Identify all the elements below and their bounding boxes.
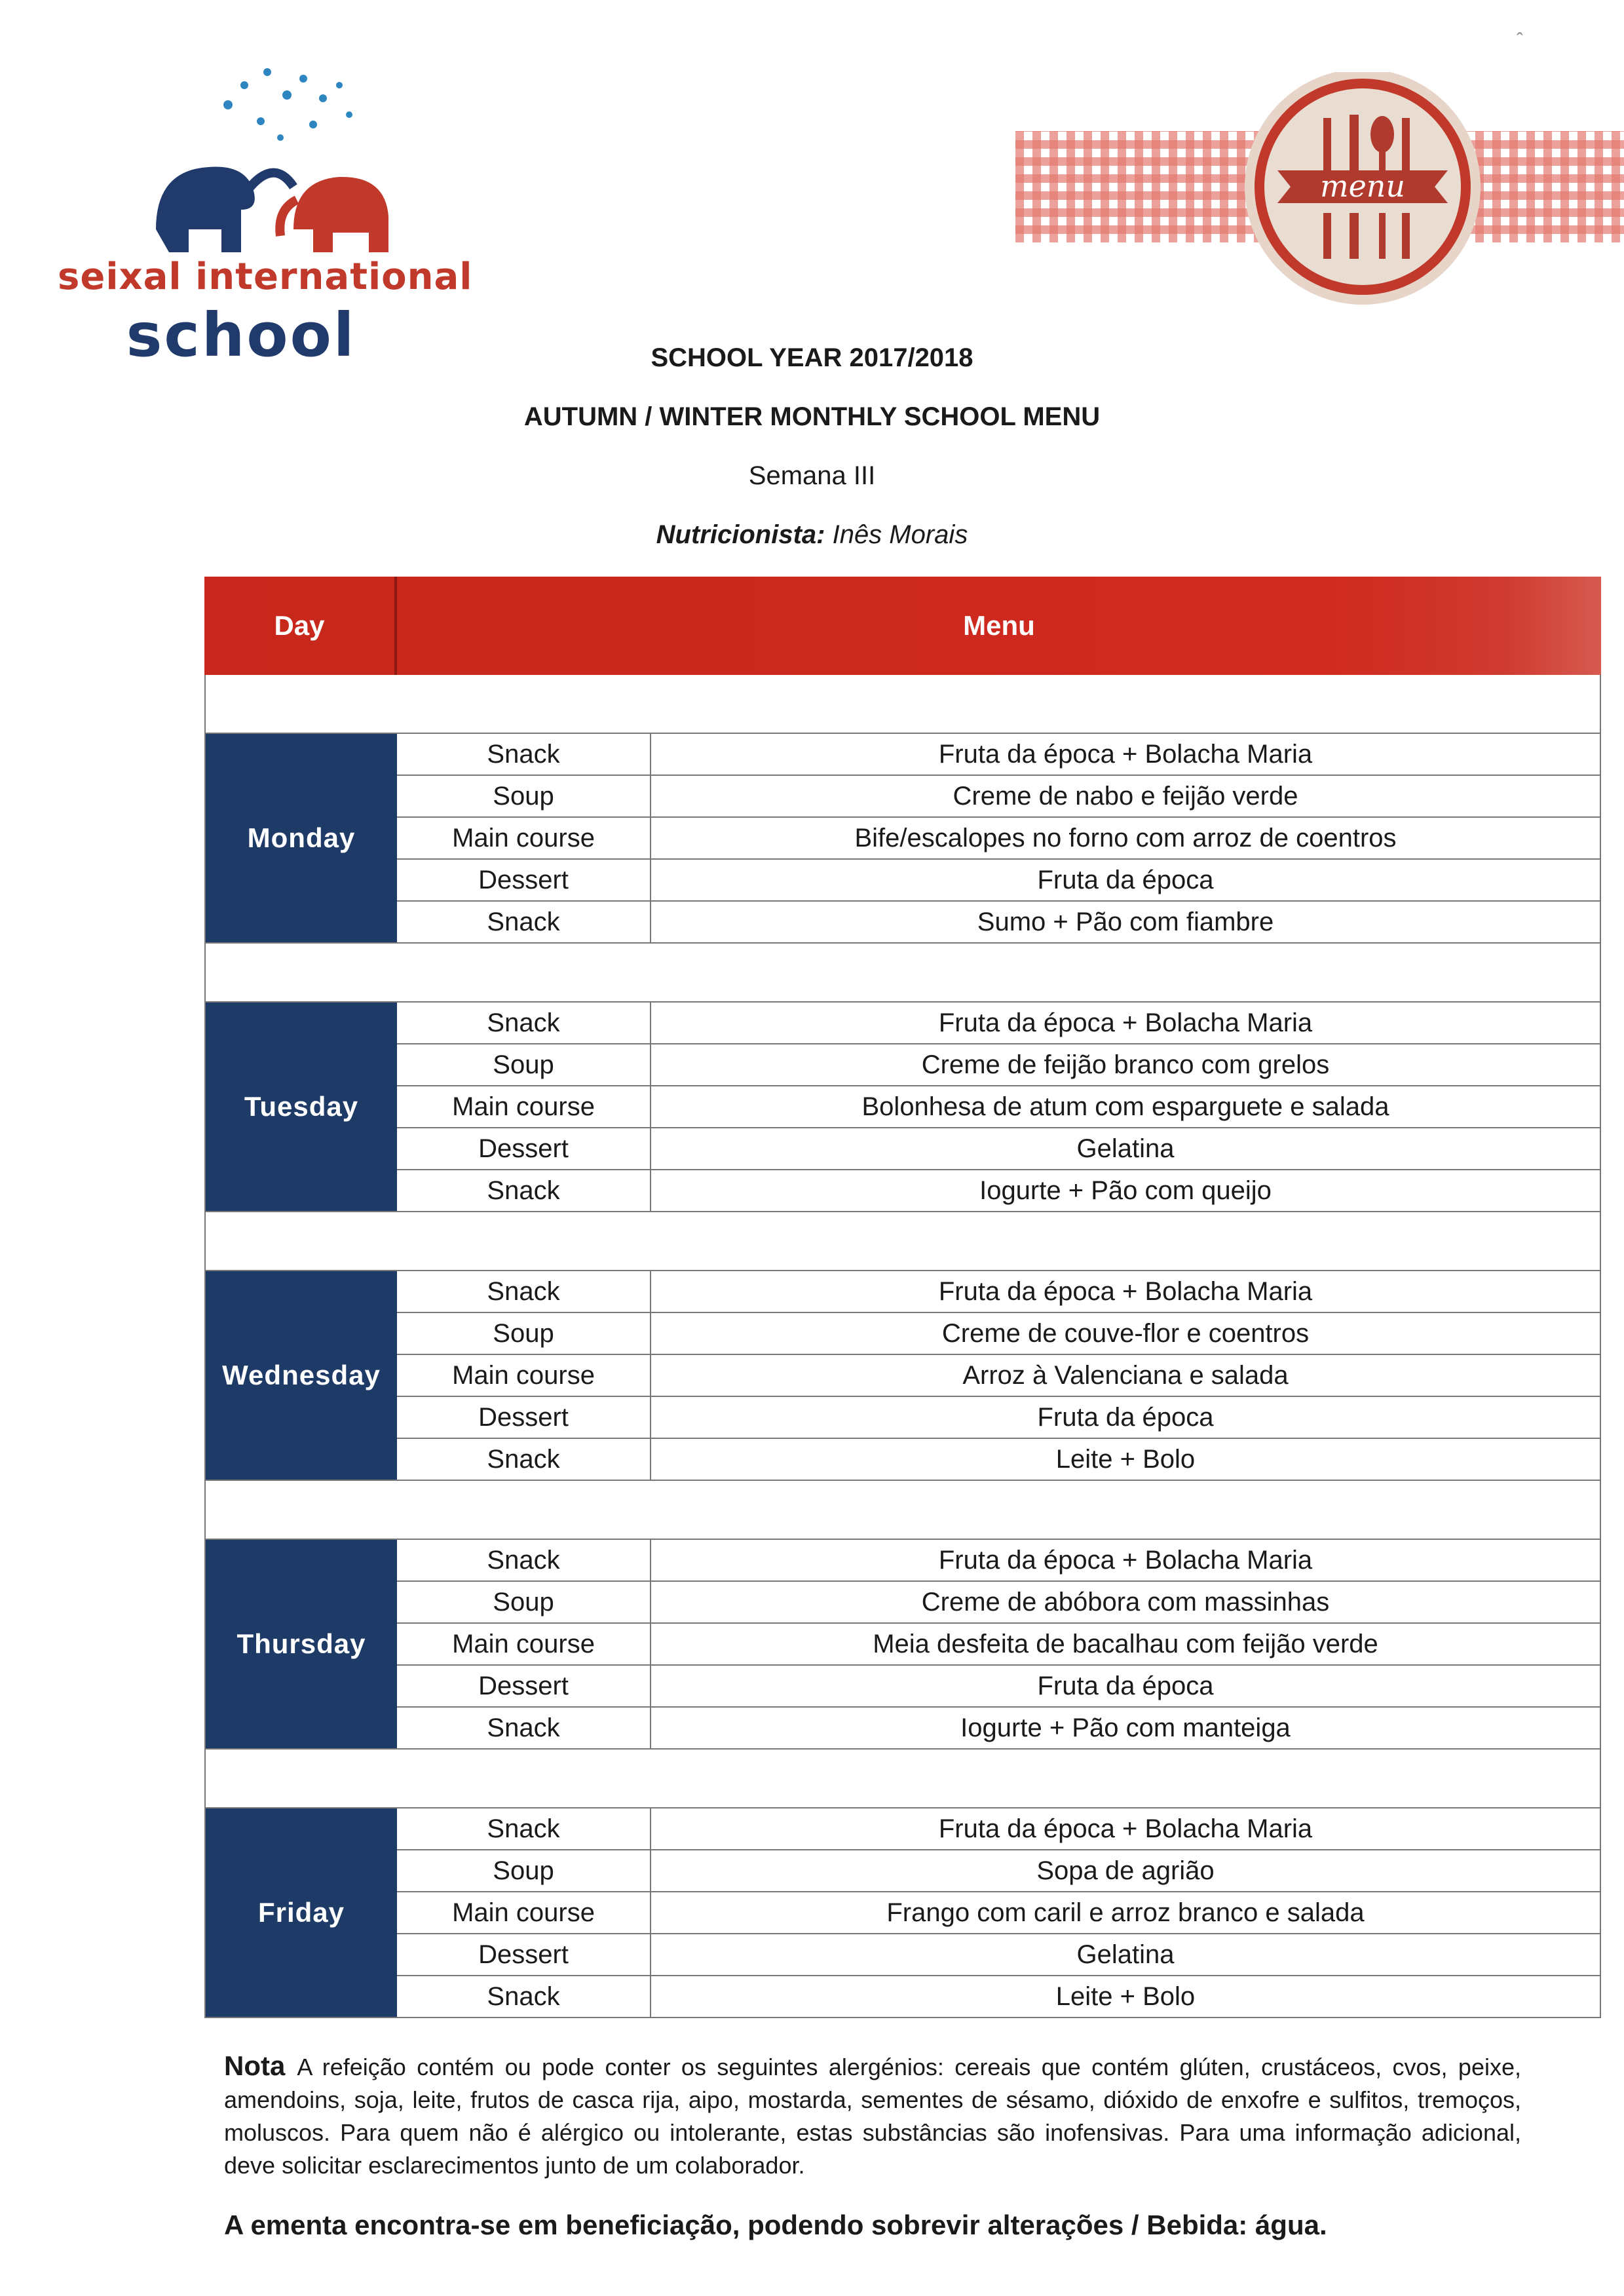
meal-type-cell: Snack — [397, 1708, 651, 1748]
meal-type-cell: Main course — [397, 1624, 651, 1664]
dish-cell: Fruta da época + Bolacha Maria — [938, 1276, 1313, 1306]
scan-mark: ˆ — [1517, 29, 1523, 51]
dish-cell: Leite + Bolo — [1055, 1444, 1196, 1474]
table-row — [397, 1933, 1600, 1975]
table-spacer-row — [204, 944, 1601, 1003]
day-block — [204, 734, 1601, 944]
footer-note: A ementa encontra-se em beneficiação, podendo sobrevir alterações / Bebida: água. — [224, 2210, 1327, 2240]
day-block — [204, 1808, 1601, 2018]
column-header-day: Day — [204, 577, 397, 675]
meal-rows — [397, 734, 1600, 942]
meal-rows — [397, 1271, 1600, 1480]
meal-type-cell: Dessert — [397, 1934, 651, 1975]
meal-type-cell: Main course — [397, 818, 651, 858]
table-row — [397, 1003, 1600, 1043]
dish-cell: Sopa de agrião — [1036, 1856, 1215, 1885]
meal-rows — [397, 1003, 1600, 1211]
dish-cell: Gelatina — [1076, 1134, 1175, 1163]
week-label: Semana III — [748, 461, 876, 490]
day-name-cell: Tuesday — [206, 1003, 397, 1211]
table-spacer-row — [204, 1750, 1601, 1808]
table-row — [397, 1664, 1600, 1706]
dish-cell: Fruta da época + Bolacha Maria — [938, 739, 1313, 769]
table-row — [397, 1127, 1600, 1169]
dish-cell: Creme de nabo e feijão verde — [953, 781, 1298, 811]
school-year-heading: SCHOOL YEAR 2017/2018 — [651, 343, 973, 372]
allergen-note — [224, 2050, 1521, 2182]
meal-type-cell: Dessert — [397, 860, 651, 900]
table-row — [397, 1580, 1600, 1622]
brand-name-line1: seixal international — [58, 256, 473, 298]
dish-cell: Fruta da época — [1037, 1402, 1214, 1432]
table-row — [397, 1622, 1600, 1664]
table-row — [397, 1891, 1600, 1933]
menu-table — [204, 577, 1601, 2018]
dish-cell: Arroz à Valenciana e salada — [962, 1360, 1289, 1390]
table-row — [397, 1540, 1600, 1580]
dish-cell: Bolonhesa de atum com esparguete e salada — [861, 1092, 1389, 1121]
table-spacer-row — [204, 1481, 1601, 1540]
table-row — [397, 816, 1600, 858]
table-row — [397, 1354, 1600, 1396]
table-body — [204, 675, 1601, 2018]
table-row — [397, 734, 1600, 775]
dish-cell: Fruta da época + Bolacha Maria — [938, 1008, 1313, 1037]
table-header — [204, 577, 1601, 675]
meal-rows — [397, 1540, 1600, 1748]
menu-title: AUTUMN / WINTER MONTHLY SCHOOL MENU — [523, 402, 1101, 431]
table-row — [397, 1808, 1600, 1849]
brand-name-line2: school — [126, 300, 356, 370]
table-row — [397, 1085, 1600, 1127]
table-row — [397, 1396, 1600, 1438]
column-header-menu: Menu — [963, 610, 1035, 641]
meal-type-cell: Dessert — [397, 1397, 651, 1438]
meal-type-cell: Snack — [397, 1439, 651, 1480]
meal-type-cell: Snack — [397, 1170, 651, 1211]
day-block — [204, 1003, 1601, 1212]
meal-type-cell: Snack — [397, 734, 651, 775]
table-row — [397, 900, 1600, 942]
dish-cell: Creme de feijão branco com grelos — [921, 1050, 1330, 1079]
meal-type-cell: Snack — [397, 902, 651, 942]
menu-badge-label: menu — [1319, 168, 1406, 204]
elephants-icon — [143, 131, 405, 256]
table-row — [397, 1271, 1600, 1312]
dish-cell: Fruta da época + Bolacha Maria — [938, 1545, 1313, 1575]
meal-type-cell: Soup — [397, 1313, 651, 1354]
table-row — [397, 775, 1600, 816]
meal-type-cell: Snack — [397, 1976, 651, 2017]
table-row — [397, 1312, 1600, 1354]
meal-type-cell: Soup — [397, 1850, 651, 1891]
day-name-cell: Monday — [206, 734, 397, 942]
meal-type-cell: Snack — [397, 1003, 651, 1043]
table-spacer-row — [204, 675, 1601, 734]
dish-cell: Iogurte + Pão com manteiga — [960, 1713, 1291, 1742]
dish-cell: Sumo + Pão com fiambre — [977, 907, 1274, 936]
meal-rows — [397, 1808, 1600, 2017]
meal-type-cell: Snack — [397, 1540, 651, 1580]
menu-badge-graphic — [1015, 72, 1624, 321]
table-spacer-row — [204, 1212, 1601, 1271]
dish-cell: Bife/escalopes no forno com arroz de coentros — [854, 823, 1397, 852]
day-block — [204, 1271, 1601, 1481]
dish-cell: Leite + Bolo — [1055, 1981, 1196, 2011]
dish-cell: Frango com caril e arroz branco e salada — [886, 1898, 1365, 1927]
dish-cell: Meia desfeita de bacalhau com feijão verde — [873, 1629, 1378, 1658]
day-block — [204, 1540, 1601, 1750]
dish-cell: Gelatina — [1076, 1940, 1175, 1969]
table-row — [397, 858, 1600, 900]
dish-cell: Fruta da época — [1037, 1671, 1214, 1700]
dish-cell: Iogurte + Pão com queijo — [979, 1176, 1272, 1205]
table-row — [397, 1706, 1600, 1748]
nutritionist-line — [0, 520, 1624, 550]
dish-cell: Fruta da época — [1037, 865, 1214, 894]
table-row — [397, 1849, 1600, 1891]
meal-type-cell: Main course — [397, 1355, 651, 1396]
day-name-cell: Friday — [206, 1808, 397, 2017]
meal-type-cell: Main course — [397, 1892, 651, 1933]
dish-cell: Creme de couve-flor e coentros — [941, 1318, 1310, 1348]
note-label: Nota — [224, 2050, 286, 2081]
note-text: A refeição contém ou pode conter os seguintes alergénios: cereais que contém glúten, crustáceos, cvos, peixe, amendoins, soja, leite, frutos de casca rija, aipo, mostarda, sementes de sésamo, dióxido de enxofre e sulfitos, tremoços, moluscos. Para quem não é alérgico ou intolerante, estas substâncias são inofensivas. Para uma informação adicional, deve solicitar esclarecimentos junto de um colaborador. — [224, 2054, 1521, 2179]
school-logo — [58, 59, 473, 370]
table-row — [397, 1438, 1600, 1480]
meal-type-cell: Soup — [397, 1044, 651, 1085]
day-name-cell: Thursday — [206, 1540, 397, 1748]
table-row — [397, 1975, 1600, 2017]
table-row — [397, 1043, 1600, 1085]
nutritionist-name: Inês Morais — [832, 520, 968, 549]
meal-type-cell: Soup — [397, 1582, 651, 1622]
dish-cell: Fruta da época + Bolacha Maria — [938, 1814, 1313, 1843]
meal-type-cell: Snack — [397, 1271, 651, 1312]
menu-banner — [1015, 72, 1624, 321]
nutritionist-label: Nutricionista: — [656, 520, 825, 549]
meal-type-cell: Main course — [397, 1086, 651, 1127]
day-name-cell: Wednesday — [206, 1271, 397, 1480]
meal-type-cell: Soup — [397, 776, 651, 816]
table-row — [397, 1169, 1600, 1211]
meal-type-cell: Dessert — [397, 1128, 651, 1169]
dish-cell: Creme de abóbora com massinhas — [921, 1587, 1330, 1617]
meal-type-cell: Dessert — [397, 1666, 651, 1706]
meal-type-cell: Snack — [397, 1808, 651, 1849]
